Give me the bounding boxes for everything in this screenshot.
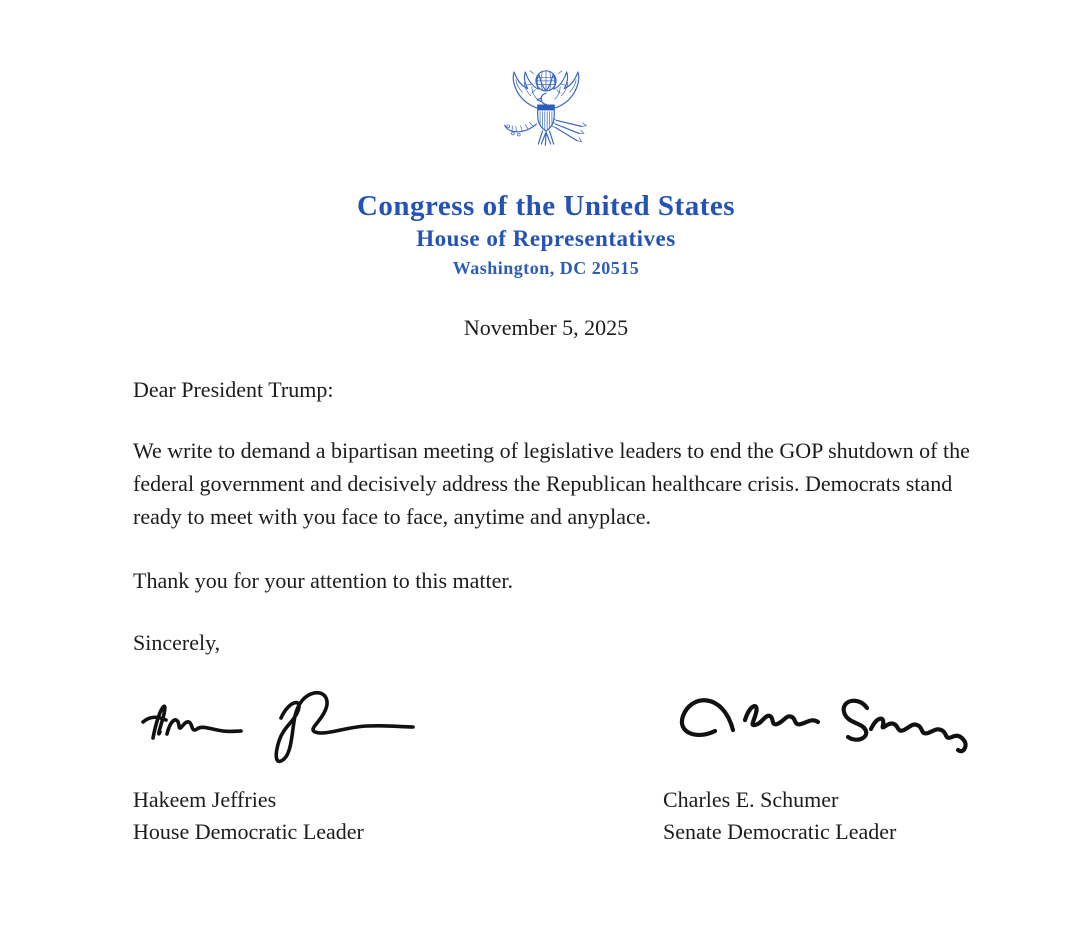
body-paragraph-2: Thank you for your attention to this matter. (133, 568, 514, 593)
letterhead-line2: House of Representatives (416, 226, 676, 251)
closing-sincerely: Sincerely, (133, 630, 221, 655)
seal-glory (527, 71, 565, 93)
letter-body (133, 377, 997, 848)
signer-title-jeffries: House Democratic Leader (133, 818, 364, 844)
signer-name-schumer: Charles E. Schumer (663, 787, 839, 812)
schumer-signature-icon (663, 674, 983, 770)
letterhead (0, 0, 1092, 279)
great-seal-eagle-icon (481, 64, 611, 184)
seal-olive-branch (505, 122, 537, 136)
signer-name-jeffries: Hakeem Jeffries (133, 787, 277, 812)
salutation: Dear President Trump: (133, 377, 334, 402)
signature-block-jeffries (133, 674, 663, 848)
letter-date: November 5, 2025 (463, 315, 629, 340)
seal-shield (538, 105, 555, 131)
signature-row (133, 674, 997, 848)
letterhead-line1: Congress of the United States (356, 190, 736, 222)
jeffries-signature-icon (133, 674, 423, 770)
signer-title-schumer: Senate Democratic Leader (663, 818, 897, 844)
seal-arrows (551, 119, 586, 142)
letterhead-line3: Washington, DC 20515 (452, 258, 640, 278)
seal-eagle-head (537, 93, 546, 104)
seal-tail (538, 131, 553, 145)
body-paragraph-1: We write to demand a bipartisan meeting of legislative leaders to end the GOP shutdown of the federal government and decisively address the Republican healthcare crisis. Democrats stand ready to meet with you face to face, anytime and anyplace. (133, 438, 970, 529)
signature-block-schumer (663, 674, 997, 848)
